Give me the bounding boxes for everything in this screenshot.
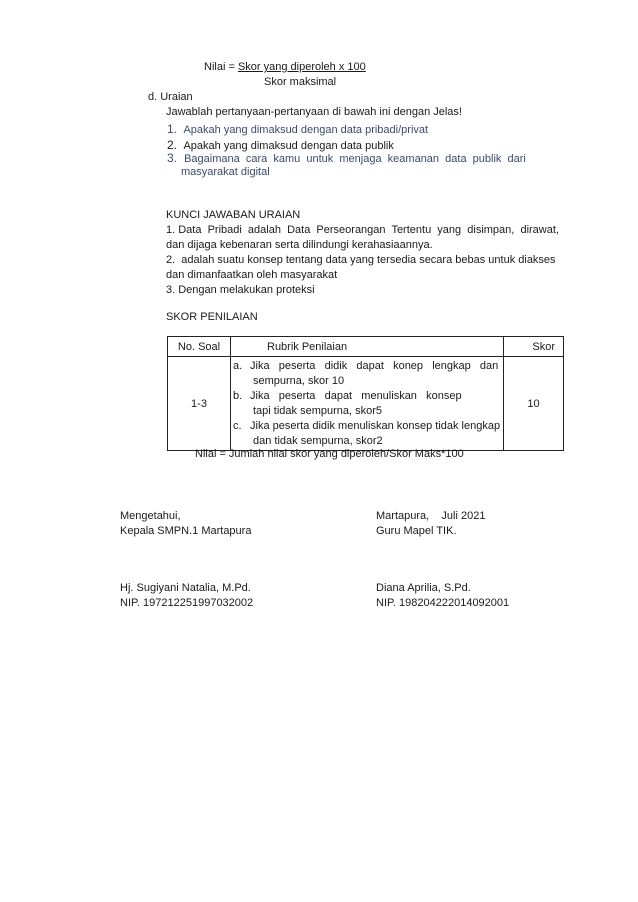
- rubric-letter: c.: [233, 420, 242, 432]
- formula-denominator: Skor maksimal: [264, 76, 337, 88]
- answer-2-continuation: dan dimanfaatkan oleh masyarakat: [166, 269, 338, 281]
- question-number: 3.: [167, 151, 178, 165]
- answer-2: 2. adalah suatu konsep tentang data yang tersedia secara bebas untuk diakses: [166, 254, 556, 266]
- answer-1: 1. Data Pribadi adalah Data Perseorangan Tertentu yang disimpan, dirawat,: [166, 224, 559, 236]
- rubric-text: Jika peserta didik dapat konep lengkap dan: [250, 360, 499, 372]
- answer-1-continuation: dan dijaga kebenaran serta dilindungi kerahasiaannya.: [166, 239, 433, 251]
- rubric-item-a: [233, 359, 501, 389]
- rubric-item-c: [233, 419, 501, 449]
- rubric-text-continuation: dan tidak sempurna, skor2: [253, 435, 383, 447]
- question-text: Apakah yang dimaksud dengan data pribadi/privat: [183, 124, 429, 136]
- left-signature-intro: Mengetahui,: [120, 510, 181, 522]
- right-signature-title: Guru Mapel TIK.: [376, 525, 457, 537]
- rubric-letter: a.: [233, 360, 243, 372]
- rubric-text-continuation: sempurna, skor 10: [253, 375, 345, 387]
- left-signature-title: Kepala SMPN.1 Martapura: [120, 525, 252, 537]
- header-no: No. Soal: [168, 337, 231, 357]
- answer-key-heading: KUNCI JAWABAN URAIAN: [166, 209, 301, 221]
- question-3-continuation: masyarakat digital: [181, 166, 270, 178]
- rubric-text-continuation: tapi tidak sempurna, skor5: [253, 405, 383, 417]
- row-rubric: [231, 357, 504, 451]
- rubric-text: Jika peserta dapat menuliskan konsep: [250, 390, 462, 402]
- left-signature-name: Hj. Sugiyani Natalia, M.Pd.: [120, 582, 251, 594]
- question-2: [167, 138, 394, 152]
- rubric-letter: b.: [233, 390, 243, 402]
- formula-prefix: Nilai =: [204, 61, 238, 73]
- row-score: 10: [504, 357, 564, 451]
- scoring-table: [167, 336, 564, 451]
- score-formula: [204, 61, 366, 73]
- right-signature-nip: NIP. 198204222014092001: [376, 597, 510, 609]
- scoring-formula: Nilai = Jumlah nilai skor yang diperoleh/Skor Maks*100: [195, 448, 464, 460]
- section-instruction: Jawablah pertanyaan-pertanyaan di bawah ini dengan Jelas!: [166, 106, 462, 118]
- answer-3: 3. Dengan melakukan proteksi: [166, 284, 315, 296]
- question-3: [167, 151, 526, 165]
- rubric-item-b: [233, 389, 501, 419]
- left-signature-nip: NIP. 197212251997032002: [120, 597, 254, 609]
- right-signature-name: Diana Aprilia, S.Pd.: [376, 582, 471, 594]
- rubric-text: Jika peserta didik menuliskan konsep tidak lengkap: [250, 420, 501, 432]
- right-signature-place-date: Martapura, Juli 2021: [376, 510, 486, 522]
- question-number: 2.: [167, 138, 178, 152]
- question-text: Bagaimana cara kamu untuk menjaga keamanan data publik dari: [184, 153, 526, 165]
- header-rubric-label: Rubrik Penilaian: [267, 340, 348, 353]
- formula-numerator: Skor yang diperoleh x 100: [237, 61, 366, 73]
- header-score: Skor: [504, 337, 564, 357]
- section-heading: d. Uraian: [148, 91, 193, 103]
- question-1: [167, 122, 428, 136]
- scoring-heading: SKOR PENILAIAN: [166, 311, 258, 323]
- question-text: Apakah yang dimaksud dengan data publik: [183, 140, 394, 152]
- table-row: [168, 357, 564, 451]
- table-header-row: [168, 337, 564, 357]
- question-number: 1.: [167, 122, 178, 136]
- header-rubric: [231, 337, 504, 357]
- row-question-range: 1-3: [168, 357, 231, 451]
